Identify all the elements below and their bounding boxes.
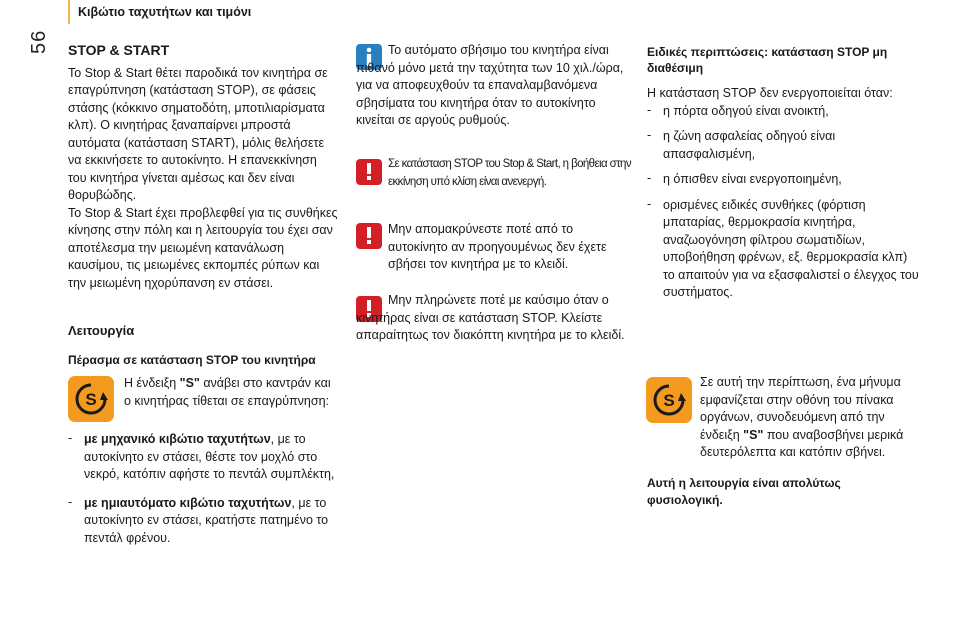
svg-text:S: S	[85, 390, 97, 409]
subsubsection-title: Πέρασμα σε κατάσταση STOP του κινητήρα	[68, 352, 316, 367]
warning-note-2: Μην απομακρύνεστε ποτέ από το αυτοκίνητο αν προηγουμένως δεν έχετε σβήσει τον κινητήρα με το κλειδί.	[388, 222, 607, 271]
list-item: - με μηχανικό κιβώτιο ταχυτήτων, με το αυτοκίνητο εν στάσει, θέστε τον μοχλό στο νεκρό, κατόπιν αφήστε το πεντάλ συμπλέκτη,	[68, 431, 335, 481]
list-item: - με ημιαυτόματο κιβώτιο ταχυτήτων, με το αυτοκίνητο εν στάσει, κρατήστε πατημένο το πεντάλ φρένου.	[68, 494, 329, 545]
left-column	[68, 42, 338, 369]
special-cases-lead: Η κατάσταση STOP δεν ενεργοποιείται όταν:	[647, 86, 893, 100]
list-item: - η πόρτα οδηγού είναι ανοικτή,	[647, 102, 829, 118]
normal-operation-note: Αυτή η λειτουργία είναι απολύτως φυσιολογική.	[647, 476, 841, 507]
left-icon-text: Η ένδειξη "S" ανάβει στο καντράν και ο κινητήρας τίθεται σε επαγρύπνηση:	[124, 376, 331, 408]
left-list	[68, 431, 340, 547]
list-item: - η όπισθεν είναι ενεργοποιημένη,	[647, 171, 842, 186]
warning-icon	[356, 159, 382, 185]
page-number: 56	[28, 29, 50, 54]
header-rule	[68, 0, 70, 24]
right-icon-text: Σε αυτή την περίπτωση, ένα μήνυμα εμφανίζεται στην οθόνη του πίνακα οργάνων, συνοδευόμενη από την ένδειξη "S" που αναβοσβήνει μερικά δευτερόλεπτα και κατόπιν σβήνει.	[700, 375, 904, 459]
subsection-title: Λειτουργία	[68, 323, 135, 338]
warning-note-3: Μην πληρώνετε ποτέ με καύσιμο όταν ο κινητήρας είναι σε κατάσταση STOP. Κλείστε απαραίτητως τον διακόπτη κινητήρα με το κλειδί.	[356, 293, 625, 342]
intro-paragraph: Το Stop & Start θέτει παροδικά τον κινητήρα σε επαγρύπνηση (κατάσταση STOP), σε φάσεις στάσης (κόκκινο σηματοδότη, μποτιλιαρίσματα κλπ). Ο κινητήρας ξαναπαίρνει μπροστά αυτόματα (κατάσταση START), μόλις θελήσετε να εκκινήσετε το αυτοκίνητο. Η επανεκκίνηση του κινητήρα γίνεται αμέσως και δεν είναι θορυβώδης.	[68, 65, 328, 202]
special-cases-title: Ειδικές περιπτώσεις: κατάσταση STOP μη διαθέσιμη	[647, 45, 888, 75]
right-column	[647, 44, 922, 302]
intro-paragraph-2: Το Stop & Start έχει προβλεφθεί για τις συνθήκες κίνησης στην πόλη και η λειτουργία του έχει σαν αποτέλεσμα την μειωμένη κατανάλωση καυσίμου, τις μειωμένες εκπομπές ρύπων και την μειωμένη ηχορύπανση εν στάσει.	[68, 205, 338, 290]
stop-start-s-warning-icon	[646, 377, 692, 423]
list-item: - η ζώνη ασφαλείας οδηγού είναι απασφαλισμένη,	[647, 128, 836, 161]
warning-icon	[356, 223, 382, 249]
section-title: STOP & START	[68, 42, 170, 58]
list-item: - ορισμένες ειδικές συνθήκες (φόρτιση μπαταρίας, θερμοκρασία κινητήρα, αναζωογόνηση φίλτρου σωματιδίων, υποβοήθηση φρένων, εξ. θερμοκρασία κλπ) το απαιτούν για να εξασφαλιστεί ο έλεγχος του συστήματος.	[647, 196, 919, 299]
warning-note-1: Σε κατάσταση STOP του Stop & Start, η βοήθεια στην εκκίνηση υπό κλίση είναι ανενεργή.	[388, 158, 631, 188]
page-header: Κιβώτιο ταχυτήτων και τιμόνι	[78, 5, 252, 19]
stop-start-s-icon	[68, 376, 114, 422]
info-note: Το αυτόματο σβήσιμο του κινητήρα είναι πιθανό μόνο μετά την ταχύτητα των 10 χιλ./ώρα, για να αποφευχθούν τα επαναλαμβανόμενα σβησίματα του κινητήρα όταν το αυτοκίνητο κινείται σε αργούς ρυθμούς.	[356, 43, 624, 127]
svg-text:S: S	[663, 391, 675, 410]
